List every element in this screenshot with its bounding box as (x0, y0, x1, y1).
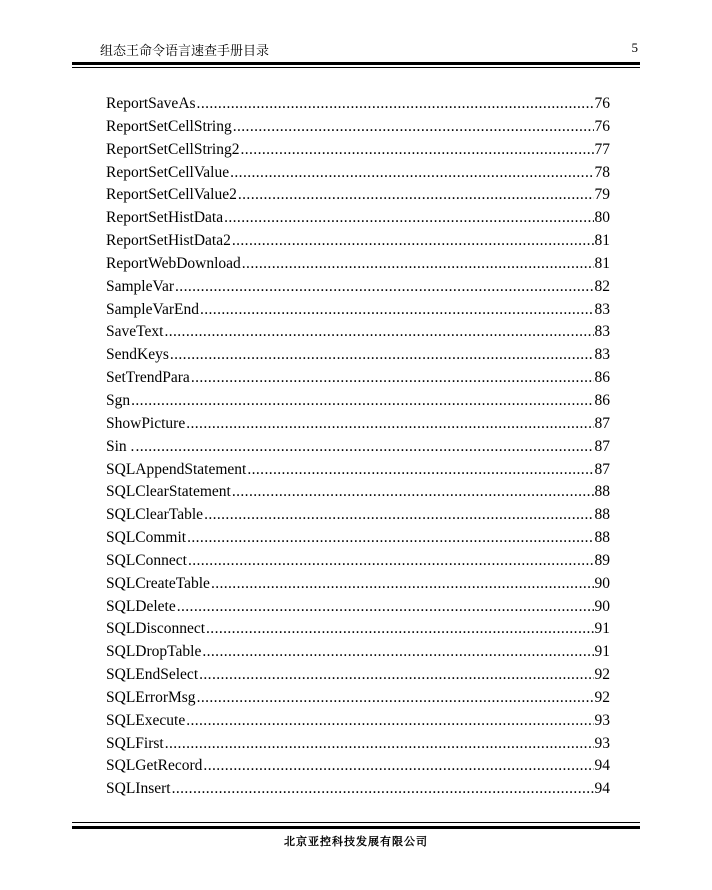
toc-dot-leader (187, 527, 593, 550)
toc-entry[interactable] (106, 139, 610, 162)
toc-entry-label: Sin . (106, 437, 135, 455)
toc-entry[interactable] (106, 573, 610, 596)
toc-dot-leader (186, 710, 593, 733)
toc-entry-label: SendKeys (106, 346, 169, 364)
toc-entry-page: 78 (594, 163, 610, 181)
toc-entry-label: SQLErrorMsg (106, 688, 196, 706)
toc-dot-leader (247, 459, 593, 482)
toc-entry-page: 92 (594, 666, 610, 684)
toc-entry[interactable] (106, 116, 610, 139)
toc-entry-label: SQLFirst (106, 734, 164, 752)
toc-entry-label: ReportSetCellValue (106, 163, 230, 181)
header-rule-thick (72, 62, 640, 65)
toc-entry-label: SQLCreateTable (106, 574, 210, 592)
toc-entry-page: 94 (594, 757, 610, 775)
toc-dot-leader (232, 230, 594, 253)
toc-entry[interactable] (106, 504, 610, 527)
toc-entry-page: 93 (594, 711, 610, 729)
toc-entry[interactable] (106, 596, 610, 619)
header-title: 组态王命令语言速查手册目录 (100, 44, 270, 59)
page-header (100, 40, 638, 60)
toc-entry[interactable] (106, 618, 610, 641)
toc-entry-page: 91 (594, 643, 610, 661)
toc-entry-label: SQLConnect (106, 551, 187, 569)
toc-entry[interactable] (106, 367, 610, 390)
toc-entry-label: ReportSetCellValue2 (106, 186, 237, 204)
toc-dot-leader (200, 299, 594, 322)
toc-entry[interactable] (106, 344, 610, 367)
toc-entry-page: 81 (594, 254, 610, 272)
table-of-contents (106, 93, 610, 801)
toc-entry-label: SQLDelete (106, 597, 176, 615)
toc-entry-label: SQLClearStatement (106, 483, 231, 501)
toc-entry-page: 76 (594, 117, 610, 135)
toc-entry[interactable] (106, 687, 610, 710)
toc-dot-leader (232, 481, 594, 504)
toc-entry[interactable] (106, 710, 610, 733)
toc-entry[interactable] (106, 778, 610, 801)
toc-entry-page: 87 (594, 460, 610, 478)
toc-entry-page: 83 (594, 300, 610, 318)
toc-entry-page: 94 (594, 780, 610, 798)
toc-entry-page: 87 (594, 437, 610, 455)
toc-entry-label: SQLDisconnect (106, 620, 206, 638)
toc-entry[interactable] (106, 390, 610, 413)
toc-entry-page: 88 (594, 483, 610, 501)
page-number: 5 (631, 40, 638, 55)
toc-entry-label: ReportWebDownload (106, 254, 241, 272)
footer-rule-thick (72, 826, 640, 829)
toc-entry[interactable] (106, 527, 610, 550)
toc-entry-page: 79 (594, 186, 610, 204)
toc-entry-page: 91 (594, 620, 610, 638)
toc-entry[interactable] (106, 230, 610, 253)
toc-entry-label: SQLInsert (106, 780, 171, 798)
toc-entry-label: ReportSetCellString2 (106, 140, 240, 158)
toc-entry-label: Sgn (106, 391, 131, 409)
toc-entry-label: SQLCommit (106, 529, 187, 547)
toc-dot-leader (177, 596, 594, 619)
toc-entry-label: ReportSetHistData2 (106, 232, 231, 250)
toc-entry[interactable] (106, 184, 610, 207)
toc-entry-label: SQLAppendStatement (106, 460, 247, 478)
toc-entry-label: ShowPicture (106, 414, 186, 432)
toc-entry-page: 92 (594, 688, 610, 706)
toc-entry[interactable] (106, 321, 610, 344)
toc-entry-page: 93 (594, 734, 610, 752)
toc-entry-label: ReportSetCellString (106, 117, 232, 135)
toc-dot-leader (204, 504, 593, 527)
toc-entry-label: SQLDropTable (106, 643, 202, 661)
header-rule-thin (72, 67, 640, 68)
toc-entry[interactable] (106, 207, 610, 230)
toc-entry-page: 77 (594, 140, 610, 158)
toc-entry-page: 82 (594, 277, 610, 295)
toc-entry[interactable] (106, 93, 610, 116)
toc-dot-leader (233, 116, 594, 139)
toc-entry[interactable] (106, 664, 610, 687)
toc-dot-leader (165, 733, 594, 756)
toc-dot-leader (191, 367, 594, 390)
toc-entry[interactable] (106, 550, 610, 573)
toc-entry-label: SQLEndSelect (106, 666, 199, 684)
footer-company: 北京亚控科技发展有限公司 (284, 835, 428, 848)
toc-entry-label: SaveText (106, 323, 164, 341)
toc-entry[interactable] (106, 481, 610, 504)
toc-entry-page: 90 (594, 574, 610, 592)
toc-entry-page: 81 (594, 232, 610, 250)
toc-dot-leader (230, 162, 593, 185)
toc-entry-page: 83 (594, 323, 610, 341)
toc-dot-leader (170, 344, 594, 367)
toc-entry[interactable] (106, 299, 610, 322)
toc-dot-leader (164, 321, 593, 344)
toc-dot-leader (238, 184, 594, 207)
toc-entry-page: 87 (594, 414, 610, 432)
toc-entry[interactable] (106, 276, 610, 299)
toc-entry[interactable] (106, 436, 610, 459)
toc-entry[interactable] (106, 733, 610, 756)
toc-entry-label: ReportSetHistData (106, 209, 224, 227)
toc-dot-leader (172, 778, 594, 801)
toc-dot-leader (186, 413, 593, 436)
toc-dot-leader (188, 550, 594, 573)
toc-dot-leader (211, 573, 594, 596)
toc-entry-label: SQLGetRecord (106, 757, 203, 775)
toc-entry-label: SetTrendPara (106, 369, 190, 387)
toc-dot-leader (199, 664, 593, 687)
toc-dot-leader (202, 641, 593, 664)
toc-entry[interactable] (106, 459, 610, 482)
toc-entry-label: SampleVar (106, 277, 175, 295)
toc-entry-page: 89 (594, 551, 610, 569)
toc-dot-leader (224, 207, 593, 230)
toc-entry[interactable] (106, 755, 610, 778)
toc-entry-page: 86 (594, 369, 610, 387)
toc-dot-leader (206, 618, 593, 641)
toc-dot-leader (131, 390, 593, 413)
toc-dot-leader (197, 687, 594, 710)
toc-dot-leader (135, 436, 593, 459)
toc-entry[interactable] (106, 641, 610, 664)
toc-entry-page: 76 (594, 95, 610, 112)
toc-entry-page: 80 (594, 209, 610, 227)
toc-dot-leader (175, 276, 593, 299)
toc-entry-label: SQLClearTable (106, 506, 204, 524)
toc-dot-leader (240, 139, 593, 162)
toc-entry-page: 88 (594, 506, 610, 524)
toc-entry-label: SQLExecute (106, 711, 186, 729)
toc-entry-label: ReportSaveAs (106, 95, 196, 112)
toc-entry[interactable] (106, 413, 610, 436)
toc-entry-page: 86 (594, 391, 610, 409)
toc-entry-label: SampleVarEnd (106, 300, 199, 318)
toc-entry[interactable] (106, 162, 610, 185)
toc-dot-leader (242, 253, 594, 276)
toc-entry-page: 83 (594, 346, 610, 364)
footer-rule-thin (72, 822, 640, 823)
toc-dot-leader (203, 755, 593, 778)
toc-entry-page: 88 (594, 529, 610, 547)
toc-dot-leader (197, 93, 594, 116)
toc-entry-page: 90 (594, 597, 610, 615)
toc-entry[interactable] (106, 253, 610, 276)
